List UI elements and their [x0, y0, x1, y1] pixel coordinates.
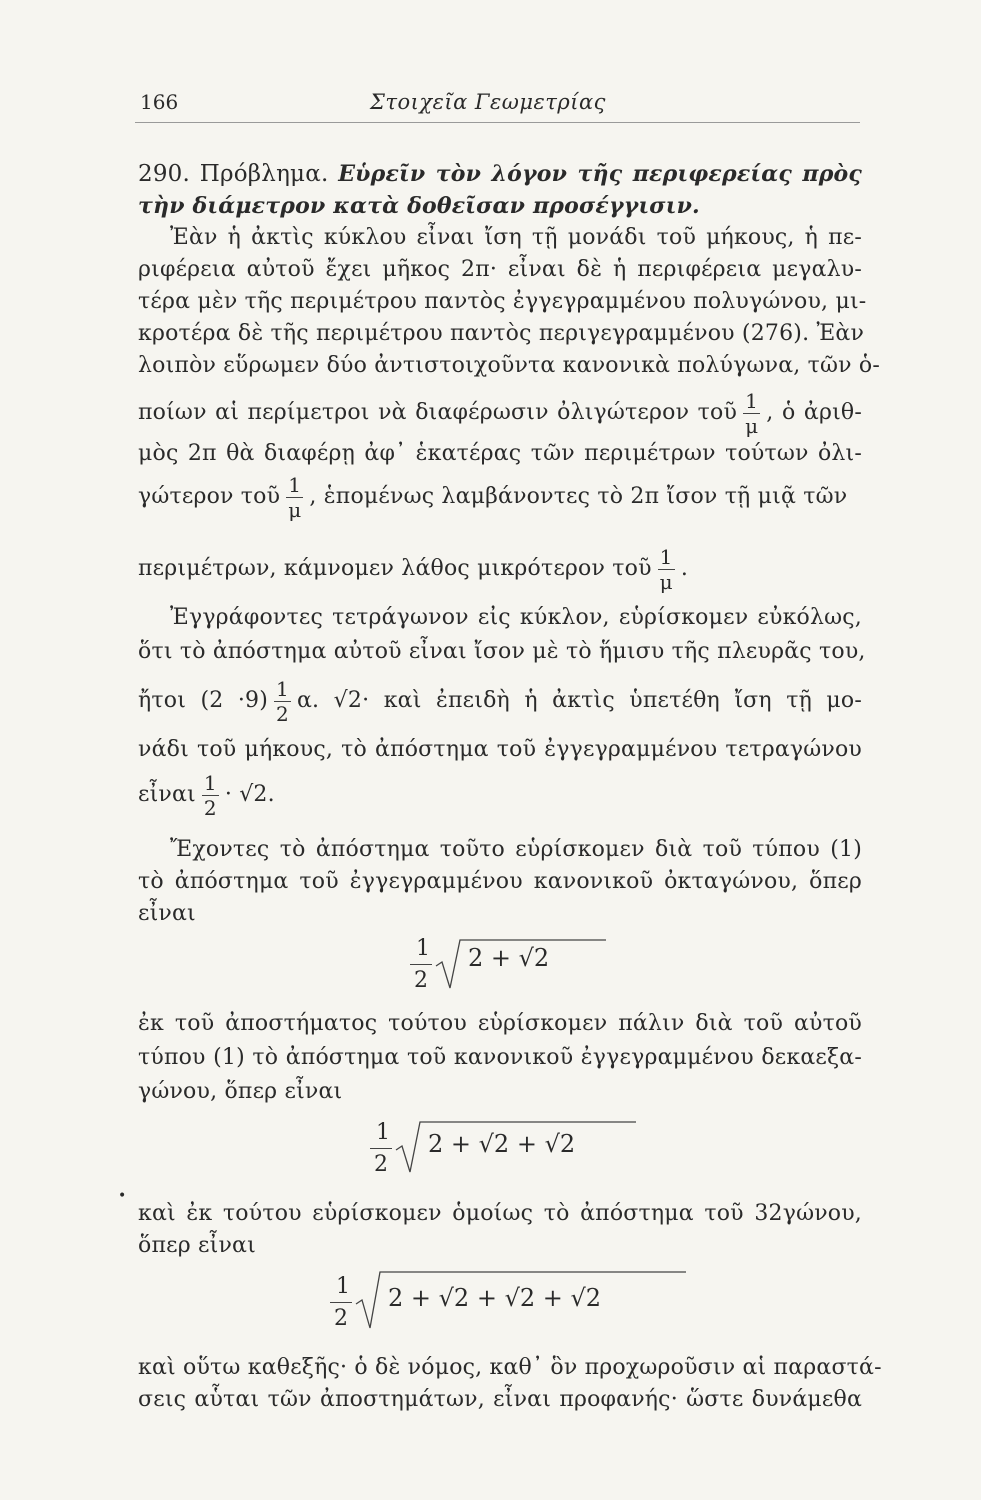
formula-denominator: 2	[414, 968, 428, 993]
fraction-denominator: μ	[288, 497, 302, 522]
text-segment: γώτερον τοῦ	[138, 484, 281, 509]
text-line: εἶναι	[138, 901, 196, 926]
fraction-denominator: μ	[659, 569, 673, 594]
text-segment: .	[680, 556, 689, 581]
text-segment: , ἑπομένως λαμβάνοντες τὸ 2π ἴσον τῇ μιᾷ τῶν	[309, 484, 848, 509]
formula-numerator: 1	[376, 1120, 390, 1145]
text-line: ὅπερ εἶναι	[138, 1233, 256, 1258]
page-number: 166	[140, 90, 179, 114]
formula-octagon-apothem	[410, 936, 610, 996]
fraction-numerator: 1	[743, 391, 760, 414]
text-line: κροτέρα δὲ τῆς περιμέτρου παντὸς περιγεγραμμένου (276). Ἐὰν	[138, 321, 865, 346]
fraction-denominator: 2	[203, 795, 217, 820]
text-line-with-fraction	[138, 388, 862, 438]
fraction-one-over-mu	[658, 544, 675, 594]
section-label: Πρόβλημα.	[199, 161, 329, 187]
text-line: καὶ ἐκ τούτου εὑρίσκομεν ὁμοίως τὸ ἀπόστημα τοῦ 32γώνου,	[138, 1201, 862, 1226]
text-line: ριφέρεια αὐτοῦ ἔχει μῆκος 2π· εἶναι δὲ ἡ περιφέρεια μεγαλυ-	[138, 257, 862, 282]
formula-numerator: 1	[416, 936, 430, 961]
fraction-one-half	[274, 676, 291, 726]
text-line: γώνου, ὅπερ εἶναι	[138, 1079, 343, 1104]
running-title: Στοιχεῖα Γεωμετρίας	[370, 90, 606, 114]
text-line: σεις αὗται τῶν ἀποστημάτων, εἶναι προφανής· ὥστε δυνάμεθα	[138, 1387, 862, 1412]
text-line: ἐκ τοῦ ἀποστήματος τούτου εὑρίσκομεν πάλιν διὰ τοῦ αὐτοῦ	[138, 1011, 862, 1036]
margin-mark: •	[118, 1188, 127, 1204]
fraction-denominator: μ	[745, 413, 759, 438]
text-line: τέρα μὲν τῆς περιμέτρου παντὸς ἐγγεγραμμένου πολυγώνου, μι-	[138, 289, 867, 314]
section-statement-1: Εὑρεῖν τὸν λόγον τῆς περιφερείας πρὸς	[338, 161, 862, 187]
section-statement-2: τὴν διάμετρον κατὰ δοθεῖσαν προσέγγισιν.	[138, 193, 700, 219]
text-segment: εἶναι	[138, 782, 196, 807]
fraction-numerator: 1	[286, 475, 303, 498]
text-line: ὅτι τὸ ἀπόστημα αὐτοῦ εἶναι ἴσον μὲ τὸ ἥμισυ τῆς πλευρᾶς του,	[138, 639, 866, 664]
section-statement-line	[138, 192, 862, 221]
fraction-numerator: 1	[203, 770, 217, 795]
text-line: μὸς 2π θὰ διαφέρῃ ἀφ᾽ ἑκατέρας τῶν περιμέτρων τούτων ὀλι-	[138, 441, 862, 466]
text-segment: , ὁ ἀριθ-	[766, 400, 862, 425]
text-segment: α. √2·	[296, 688, 370, 713]
formula-radicand: 2 + √2	[468, 944, 550, 972]
section-heading	[138, 160, 862, 189]
formula-16gon-apothem	[370, 1116, 640, 1180]
text-line: καὶ οὕτω καθεξῆς· ὁ δὲ νόμος, καθ᾽ ὃν προχωροῦσιν αἱ παραστά-	[138, 1355, 882, 1380]
text-segment: ἤτοι (2 ·9)	[138, 688, 269, 713]
text-segment: καὶ ἐπειδὴ ἡ ἀκτὶς ὑπετέθη ἴση τῇ μο-	[383, 688, 862, 713]
formula-denominator: 2	[334, 1306, 348, 1331]
text-line: τύπου (1) τὸ ἀπόστημα τοῦ κανονικοῦ ἐγγεγραμμένου δεκαεξα-	[138, 1045, 862, 1070]
text-line: λοιπὸν εὕρωμεν δύο ἀντιστοιχοῦντα κανονικὰ πολύγωνα, τῶν ὁ-	[138, 353, 880, 378]
formula-32gon-apothem	[330, 1266, 690, 1336]
text-line-with-fraction	[138, 544, 862, 594]
text-segment: περιμέτρων, κάμνομεν λάθος μικρότερον τοῦ	[138, 556, 652, 581]
text-line: Ἔχοντες τὸ ἀπόστημα τοῦτο εὑρίσκομεν διὰ τοῦ τύπου (1)	[170, 837, 862, 862]
fraction-numerator: 1	[658, 547, 675, 570]
formula-radicand: 2 + √2 + √2 + √2	[388, 1284, 602, 1312]
fraction-one-over-mu	[743, 388, 760, 438]
text-line-with-fraction	[138, 676, 862, 726]
header-rule	[135, 122, 860, 123]
text-line: τὸ ἀπόστημα τοῦ ἐγγεγραμμένου κανονικοῦ ὀκταγώνου, ὅπερ	[138, 869, 862, 894]
text-line: Ἐὰν ἡ ἀκτὶς κύκλου εἶναι ἴση τῇ μονάδι τοῦ μήκους, ἡ πε-	[170, 225, 862, 250]
fraction-one-half	[202, 770, 219, 820]
fraction-numerator: 1	[276, 676, 289, 701]
formula-radicand: 2 + √2 + √2	[428, 1130, 576, 1158]
formula-denominator: 2	[374, 1152, 388, 1177]
text-line-with-fraction	[138, 770, 862, 820]
formula-numerator: 1	[336, 1274, 350, 1299]
text-line: νάδι τοῦ μήκους, τὸ ἀπόστημα τοῦ ἐγγεγραμμένου τετραγώνου	[138, 737, 862, 762]
text-line: Ἐγγράφοντες τετράγωνον εἰς κύκλον, εὑρίσκομεν εὐκόλως,	[170, 605, 862, 630]
text-segment: ποίων αἱ περίμετροι νὰ διαφέρωσιν ὀλιγώτερον τοῦ	[138, 400, 738, 425]
fraction-denominator: 2	[276, 701, 289, 726]
text-line-with-fraction	[138, 472, 862, 522]
section-number: 290.	[138, 161, 191, 187]
text-segment: · √2.	[224, 782, 275, 807]
fraction-one-over-mu	[286, 472, 303, 522]
